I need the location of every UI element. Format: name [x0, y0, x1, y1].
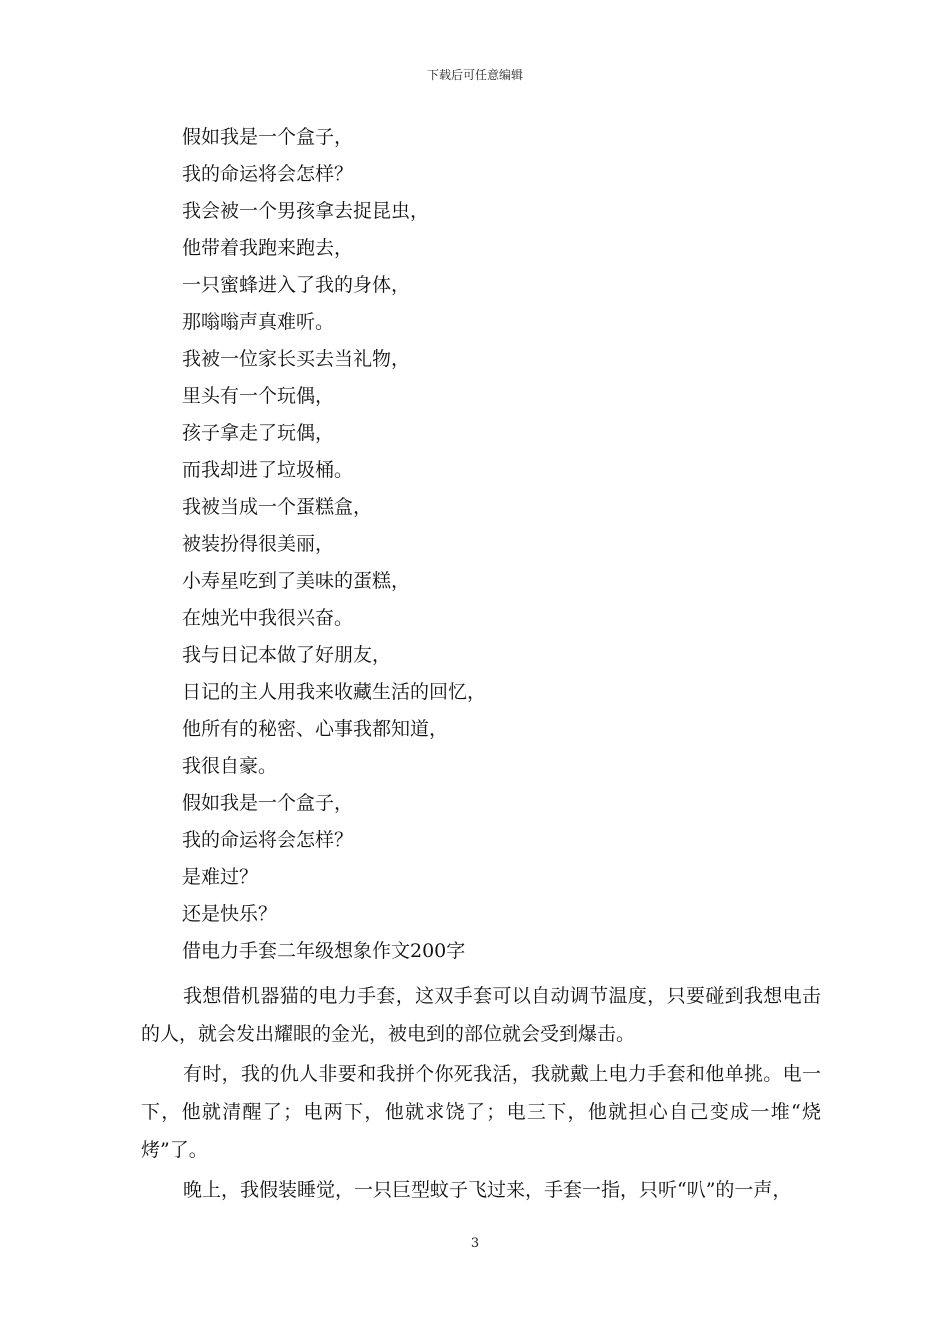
poem-line: 一只蜜蜂进入了我的身体， [182, 274, 411, 296]
poem-line: 他所有的秘密、心事我都知道， [182, 718, 449, 740]
poem-line: 我很自豪。 [182, 755, 278, 777]
essay-paragraph: 有时，我的仇人非要和我拼个你死我活，我就戴上电力手套和他单挑。电一下，他就清醒了；电两下，他就求饶了；电三下，他就担心自己变成一堆“烧烤”了。 [141, 1063, 821, 1161]
poem-line: 假如我是一个盒子， [182, 126, 354, 148]
document-body [141, 124, 821, 1211]
poem-line: 我的命运将会怎样？ [182, 163, 354, 185]
page-header: 下载后可任意编辑 [426, 68, 523, 82]
poem-line: 日记的主人用我来收藏生活的回忆， [182, 681, 487, 703]
poem-line: 而我却进了垃圾桶。 [182, 459, 354, 481]
page-number: 3 [470, 1236, 480, 1251]
essay-paragraph: 我想借机器猫的电力手套，这双手套可以自动调节温度，只要碰到我想电击的人，就会发出耀眼的金光，被电到的部位就会受到爆击。 [141, 985, 821, 1045]
poem-line: 我被当成一个蛋糕盒， [182, 496, 373, 518]
poem-line: 我与日记本做了好朋友， [182, 644, 392, 666]
poem-line: 我的命运将会怎样？ [182, 829, 354, 851]
poem-line: 我会被一个男孩拿去捉昆虫， [182, 200, 430, 222]
poem-line: 那嗡嗡声真难听。 [182, 311, 335, 333]
essay-paragraph: 晚上，我假装睡觉，一只巨型蚊子飞过来，手套一指，只听“叭”的一声， [183, 1179, 792, 1201]
essay-title: 借电力手套二年级想象作文200字 [182, 940, 466, 962]
poem-line: 被装扮得很美丽， [182, 533, 335, 555]
poem-line: 假如我是一个盒子， [182, 792, 354, 814]
poem-line: 里头有一个玩偶， [182, 385, 335, 407]
poem-line: 在烛光中我很兴奋。 [182, 607, 354, 629]
poem-line: 是难过？ [182, 866, 259, 888]
poem-line: 小寿星吃到了美味的蛋糕， [182, 570, 411, 592]
poem-line: 还是快乐？ [182, 903, 278, 925]
poem-line: 我被一位家长买去当礼物， [182, 348, 411, 370]
poem-line: 他带着我跑来跑去， [182, 237, 354, 259]
poem-line: 孩子拿走了玩偶， [182, 422, 335, 444]
